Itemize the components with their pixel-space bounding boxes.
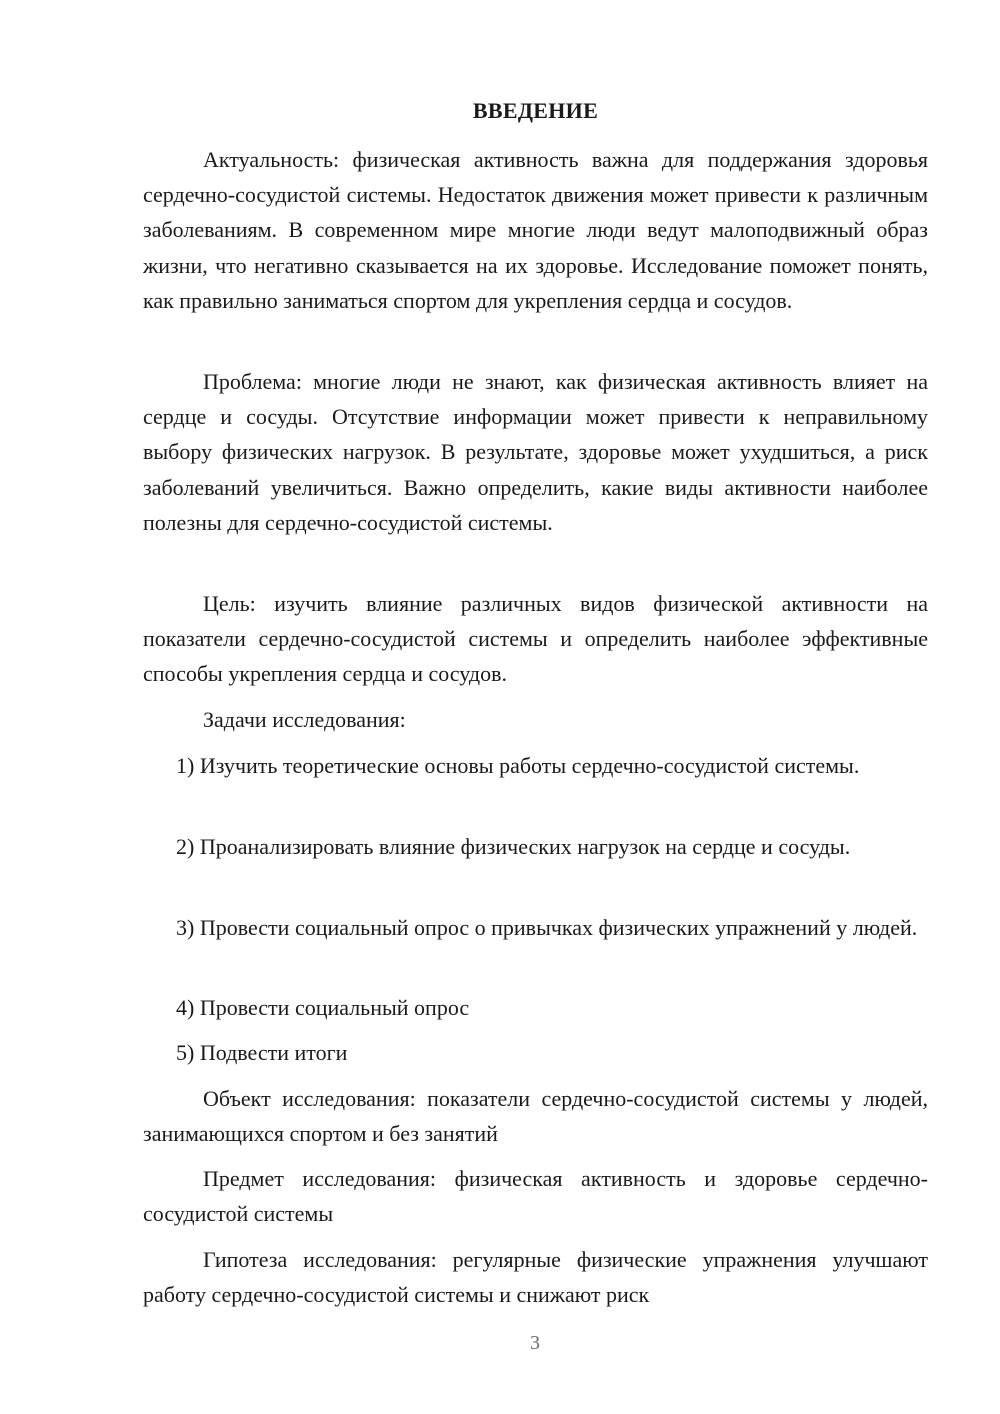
paragraph-hypothesis: Гипотеза исследования: регулярные физические упражнения улучшают работу сердечно-сосудистой системы и снижают риск <box>143 1247 928 1308</box>
page-number: 3 <box>530 1332 540 1354</box>
paragraph-subject: Предмет исследования: физическая активность и здоровье сердечно-сосудистой системы <box>143 1166 928 1227</box>
paragraph-object: Объект исследования: показатели сердечно-сосудистой системы у людей, занимающихся спортом и без занятий <box>143 1086 928 1147</box>
paragraph-problem: Проблема: многие люди не знают, как физическая активность влияет на сердце и сосуды. Отсутствие информации может привести к неправильному выбору физических нагрузок. В результате, здоровье может ухудшиться, а риск заболеваний увеличиться. Важно определить, какие виды активности наиболее полезны для сердечно-сосудистой системы. <box>143 369 928 535</box>
task-item-4: 4) Провести социальный опрос <box>176 995 470 1020</box>
task-item-5: 5) Подвести итоги <box>176 1040 348 1065</box>
task-item-3: 3) Провести социальный опрос о привычках физических упражнений у людей. <box>176 915 918 940</box>
paragraph-tasks-heading: Задачи исследования: <box>203 707 406 732</box>
paragraph-goal: Цель: изучить влияние различных видов физической активности на показатели сердечно-сосудистой системы и определить наиболее эффективные способы укрепления сердца и сосудов. <box>143 591 928 687</box>
paragraph-relevance: Актуальность: физическая активность важна для поддержания здоровья сердечно-сосудистой системы. Недостаток движения может привести к различным заболеваниям. В современном мире многие люди ведут малоподвижный образ жизни, что негативно сказывается на их здоровье. Исследование поможет понять, как правильно заниматься спортом для укрепления сердца и сосудов. <box>143 147 928 313</box>
section-title: ВВЕДЕНИЕ <box>472 98 599 123</box>
task-item-1: 1) Изучить теоретические основы работы сердечно-сосудистой системы. <box>176 753 860 778</box>
task-item-2: 2) Проанализировать влияние физических нагрузок на сердце и сосуды. <box>176 834 851 859</box>
